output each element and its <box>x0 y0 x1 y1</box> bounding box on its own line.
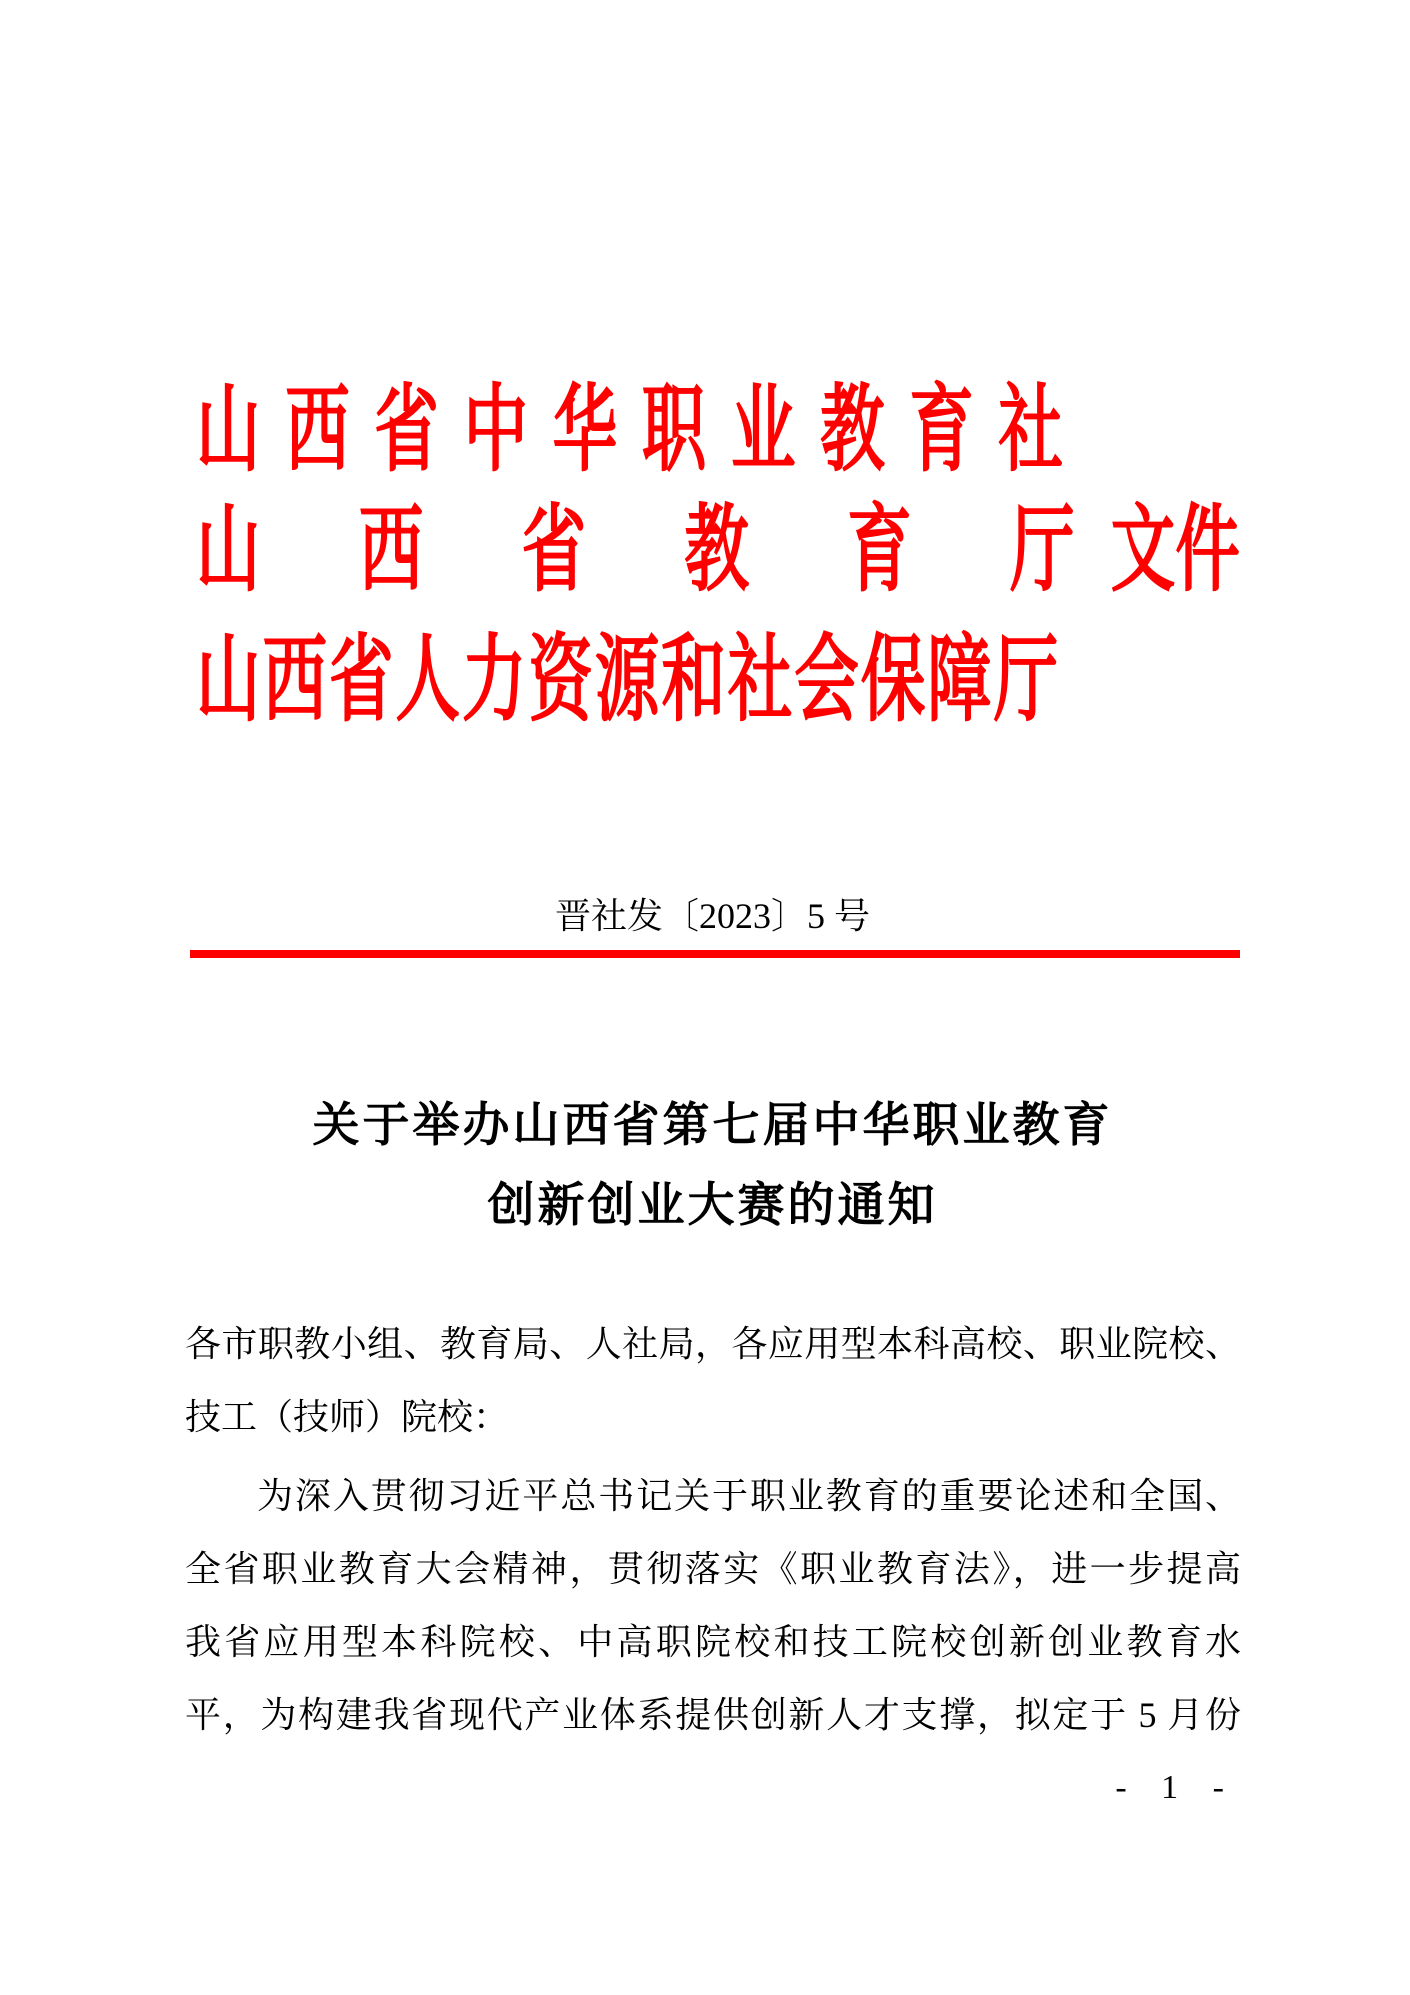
salutation-line-1: 各市职教小组、教育局、人社局，各应用型本科高校、职业院校、 <box>185 1324 1241 1364</box>
letterhead <box>196 377 1410 733</box>
letterhead-line-2-suffix: 文件 <box>1110 497 1240 603</box>
paragraph-line-4: 平，为构建我省现代产业体系提供创新人才支撑，拟定于 5 月份 <box>185 1695 1241 1735</box>
document-title <box>185 1085 1240 1245</box>
paragraph-line-2: 全省职业教育大会精神，贯彻落实《职业教育法》，进一步提高 <box>185 1549 1241 1589</box>
document-body <box>185 1308 1241 1752</box>
letterhead-line-1: 山西省中华职业教育社 <box>196 377 1063 483</box>
paragraph-line-3: 我省应用型本科院校、中高职院校和技工院校创新创业教育水 <box>185 1622 1241 1662</box>
page-number: - 1 - <box>1115 1769 1230 1806</box>
letterhead-line-3: 山西省人力资源和社会保障厅 <box>196 627 1059 733</box>
document-title-line-2: 创新创业大赛的通知 <box>487 1178 938 1231</box>
document-title-line-1: 关于举办山西省第七届中华职业教育 <box>312 1098 1113 1151</box>
salutation-line-2: 技工（技师）院校： <box>185 1397 510 1437</box>
document-number: 晋社发〔2023〕5 号 <box>554 896 870 936</box>
paragraph-line-1: 为深入贯彻习近平总书记关于职业教育的重要论述和全国、 <box>257 1476 1241 1516</box>
letterhead-line-2-agency: 山西省教育厅 <box>196 497 1075 603</box>
letterhead-line-2 <box>196 497 1240 603</box>
red-divider-line <box>190 950 1240 958</box>
